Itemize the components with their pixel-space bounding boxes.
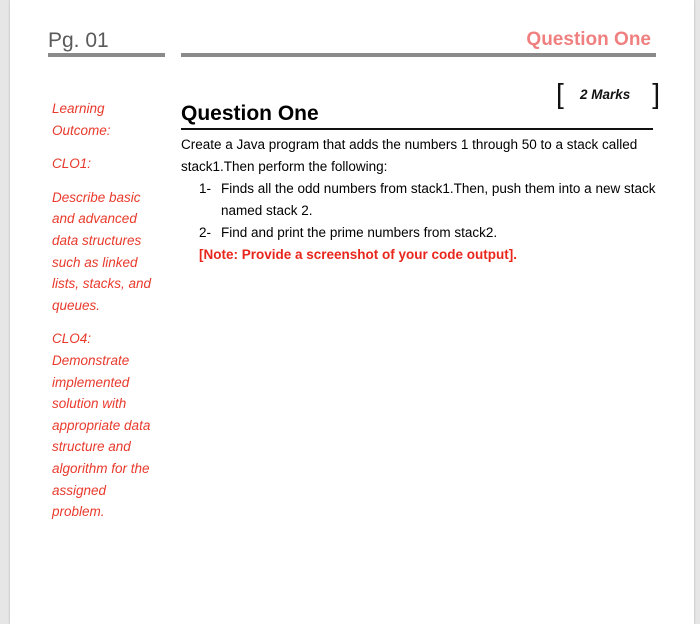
question-title: Question One (181, 102, 319, 125)
marks-badge (556, 80, 660, 110)
clo1-label: CLO1: (52, 156, 92, 172)
header-right-rule (181, 53, 656, 57)
list-item (181, 222, 661, 244)
learning-outcomes-sidebar (52, 98, 162, 523)
page-number: Pg. 01 (48, 29, 109, 52)
header-section-title: Question One (526, 29, 651, 50)
learning-outcome-label: Learning Outcome: (52, 101, 111, 138)
list-item-text: Finds all the odd numbers from stack1.Then, push them into a new stack named stack 2. (221, 181, 656, 218)
question-note: [Note: Provide a screenshot of your code output]. (199, 247, 518, 262)
list-item-text: Find and print the prime numbers from stack2. (221, 225, 498, 240)
question-body (181, 134, 661, 266)
question-intro: Create a Java program that adds the numbers 1 through 50 to a stack called stack1.Then perform the following: (181, 137, 638, 174)
left-bracket-icon: [ (556, 78, 564, 109)
list-item-number: 2- (199, 225, 212, 240)
list-item-number: 1- (199, 181, 212, 196)
list-item (181, 178, 661, 222)
clo4-text: Demonstrate implemented solution with appropriate data structure and algorithm for the assigned problem. (52, 352, 151, 520)
question-title-rule (181, 128, 653, 130)
header-left-rule (48, 53, 165, 57)
document-page (10, 0, 694, 624)
clo1-text: Describe basic and advanced data structures such as linked lists, stacks, and queues. (52, 189, 152, 313)
marks-text: 2 Marks (580, 87, 631, 102)
right-bracket-icon: ] (652, 78, 660, 109)
clo4-label: CLO4: (52, 331, 92, 347)
